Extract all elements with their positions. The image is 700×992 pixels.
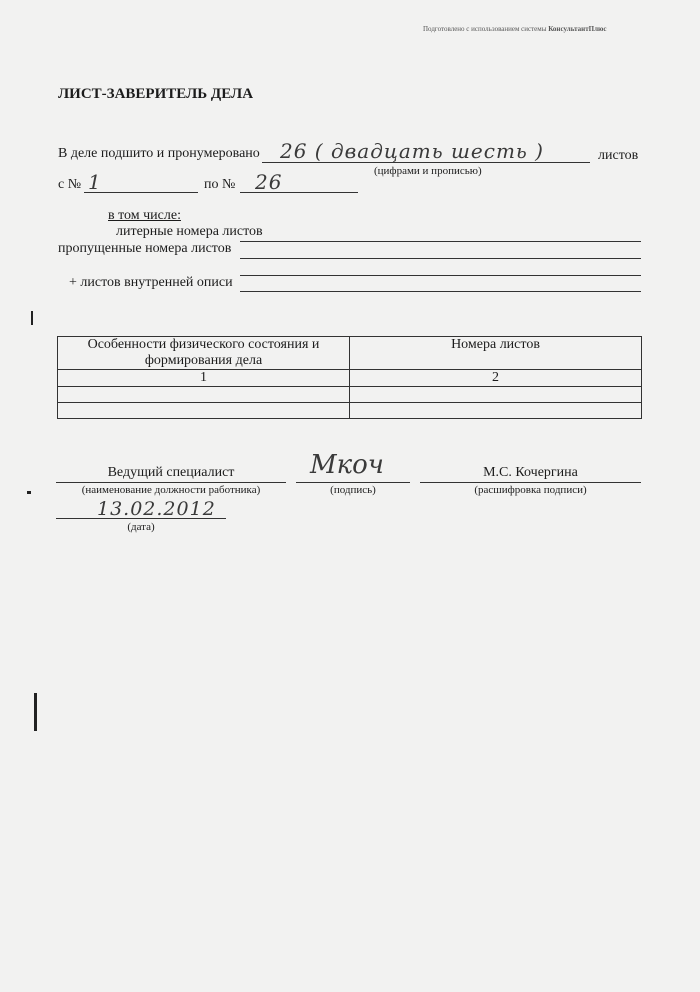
sheets-statement-label: В деле подшито и пронумеровано	[58, 146, 260, 161]
signature-caption: (подпись)	[330, 484, 376, 496]
page-title: ЛИСТ-ЗАВЕРИТЕЛЬ ДЕЛА	[58, 86, 254, 102]
table-index-cell: 1	[58, 370, 350, 387]
table-row	[58, 387, 642, 403]
name-line	[420, 482, 641, 483]
date-line	[56, 518, 226, 519]
range-to-label: по №	[204, 177, 236, 192]
header-note	[423, 25, 606, 33]
sheets-count-handwritten: 26 ( двадцать шесть )	[280, 139, 544, 163]
date-value: 13.02.2012	[97, 498, 216, 520]
inner-inventory-label: + листов внутренней описи	[69, 275, 233, 290]
date-caption: (дата)	[127, 521, 155, 533]
header-note-brand: КонсультантПлюс	[548, 25, 607, 33]
signature-line	[296, 482, 410, 483]
position-caption: (наименование должности работника)	[81, 484, 261, 496]
missing-numbers-label: пропущенные номера листов	[58, 241, 232, 256]
range-to-line	[240, 192, 358, 193]
scan-mark	[31, 311, 33, 325]
physical-state-table	[57, 336, 642, 419]
range-to-value: 26	[255, 170, 283, 194]
table-index-row	[58, 370, 642, 387]
table-cell	[350, 387, 642, 403]
scan-mark	[34, 693, 37, 731]
sheets-unit: листов	[598, 148, 639, 163]
scan-mark	[27, 491, 31, 494]
table-header-cell: Особенности физического состояния и формирования дела	[58, 337, 350, 370]
range-from-line	[84, 192, 198, 193]
table-header-row	[58, 337, 642, 370]
table-header-cell: Номера листов	[350, 337, 642, 370]
name-caption: (расшифровка подписи)	[474, 484, 587, 496]
missing-numbers-line	[240, 258, 641, 259]
letter-numbers-label: литерные номера листов	[116, 224, 263, 239]
range-from-label: с №	[58, 177, 82, 192]
position-line	[56, 482, 286, 483]
range-from-value: 1	[88, 170, 102, 194]
position-value: Ведущий специалист	[107, 465, 235, 480]
including-heading: в том числе:	[108, 208, 181, 223]
signature-handwritten: Мкоч	[310, 450, 384, 480]
table-cell	[58, 387, 350, 403]
sheets-count-line	[262, 162, 590, 163]
table-cell	[350, 403, 642, 419]
table-row	[58, 403, 642, 419]
name-value: М.С. Кочергина	[483, 465, 578, 480]
inner-inventory-line	[240, 291, 641, 292]
table-index-cell: 2	[350, 370, 642, 387]
sheets-count-hint: (цифрами и прописью)	[374, 165, 482, 177]
header-note-prefix: Подготовлено с использованием системы	[423, 25, 549, 33]
table-cell	[58, 403, 350, 419]
extra-line	[240, 275, 641, 276]
letter-numbers-line	[240, 241, 641, 242]
